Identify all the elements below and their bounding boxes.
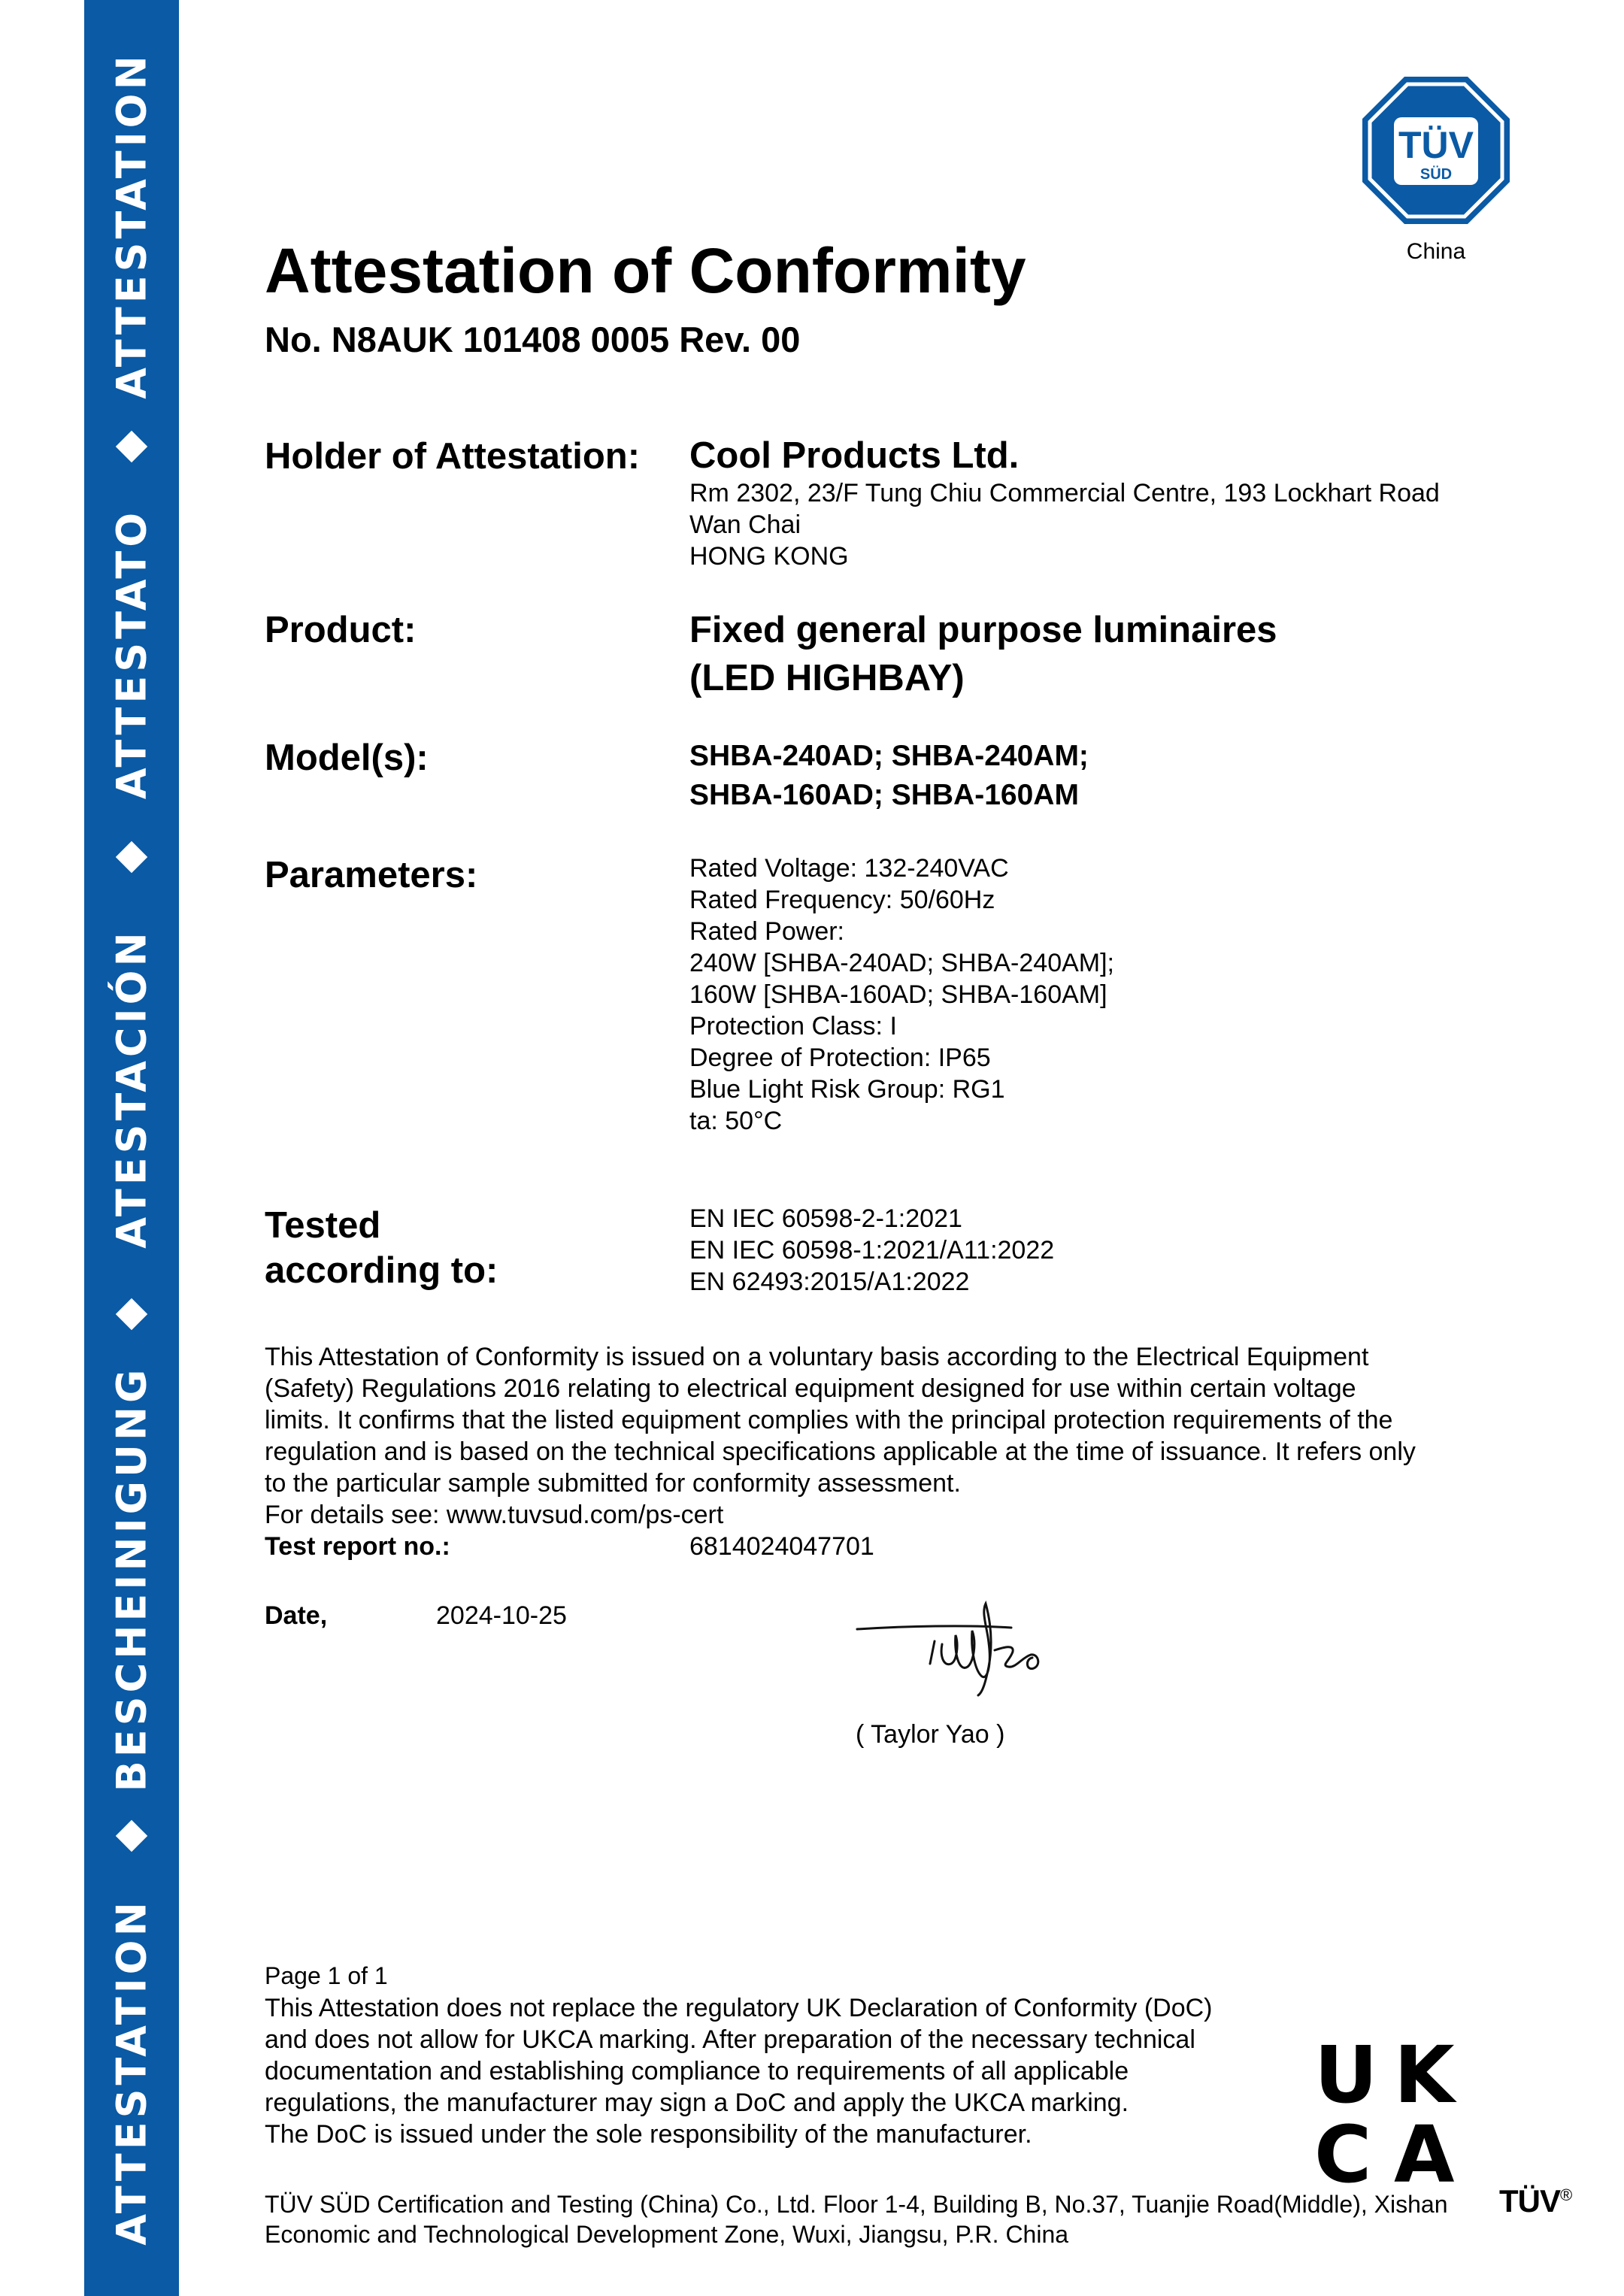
svg-text:SÜD: SÜD [1419,166,1453,183]
statement-paragraph: This Attestation of Conformity is issued on a voluntary basis according to the Electrical Equipment (Safety) Regulations 2016 relating to electrical equipment designed for use within certain voltage limits. It confirms that the listed equipment complies with the principal protection requirements of the regulation and is based on the technical specifications applicable at the time of issuance. It refers only to the particular sample submitted for conformity assessment. For details see: www.tuvsud.com/ps-cert [265,1343,1416,1529]
models-list: SHBA-240AD; SHBA-240AM; SHBA-160AD; SHBA-160AM [689,740,1089,811]
product-label: Product: [265,610,417,650]
svg-text:C: C [1314,2109,1372,2185]
report-number: 6814024047701 [689,1532,874,1561]
tuv-wordmark: TÜV® [1499,2183,1572,2219]
parameters-list: Rated Voltage: 132-240VAC Rated Frequency: 50/60Hz Rated Power: 240W [SHBA-240AD; SHBA-240AM]; 160W [SHBA-160AD; SHBA-160AM] Protection Class: I Degree of Protection: IP65 Blue Light Risk Group: RG1 ta: 50°C [689,854,1115,1135]
product-description: Fixed general purpose luminaires (LED HIGHBAY) [689,610,1277,698]
attestation-number: No. N8AUK 101408 0005 Rev. 00 [265,320,801,359]
issuer-address: TÜV SÜD Certification and Testing (China) Co., Ltd. Floor 1-4, Building B, No.37, Tuanjie Road(Middle), Xishan Economic and Technological Development Zone, Wuxi, Jiangsu, P.R. China [265,2191,1448,2248]
holder-name: Cool Products Ltd. [689,435,1020,476]
diamond-icon [116,1298,147,1330]
standards-list: EN IEC 60598-2-1:2021 EN IEC 60598-1:2021/A11:2022 EN 62493:2015/A1:2022 [689,1204,1055,1296]
ukca-mark [1314,2034,1472,2185]
report-label: Test report no.: [265,1532,450,1561]
date-label: Date, [265,1601,328,1630]
svg-text:U: U [1314,2034,1378,2121]
page-indicator: Page 1 of 1 [265,1962,388,1989]
svg-text:TÜV: TÜV [1398,124,1474,166]
diamond-icon [116,1820,147,1852]
side-band: ATTESTATION ATTESTATO ATESTACIÓN BESCHEINIGUNG ATTESTATION [84,0,179,2296]
svg-text:A: A [1394,2109,1455,2185]
tested-label: Tested according to: [265,1205,498,1291]
diamond-icon [116,431,147,462]
tuv-sud-logo [1361,75,1511,226]
page-title: Attestation of Conformity [265,235,1026,306]
svg-text:K: K [1394,2034,1455,2121]
date-value: 2024-10-25 [436,1601,567,1630]
diamond-icon [116,841,147,873]
parameters-label: Parameters: [265,855,478,895]
models-label: Model(s): [265,738,429,778]
holder-label: Holder of Attestation: [265,436,641,477]
logo-region: China [1406,239,1466,264]
signatory-name: ( Taylor Yao ) [856,1720,1005,1749]
holder-address: Rm 2302, 23/F Tung Chiu Commercial Centre, 193 Lockhart Road Wan Chai HONG KONG [689,479,1440,571]
ukca-disclaimer: This Attestation does not replace the regulatory UK Declaration of Conformity (DoC) and does not allow for UKCA marking. After preparation of the necessary technical documentation and establishing compliance to requirements of all applicable regulations, the manufacturer may sign a DoC and apply the UKCA marking. The DoC is issued under the sole responsibility of the manufacturer. [265,1994,1213,2149]
signature [853,1598,1101,1710]
